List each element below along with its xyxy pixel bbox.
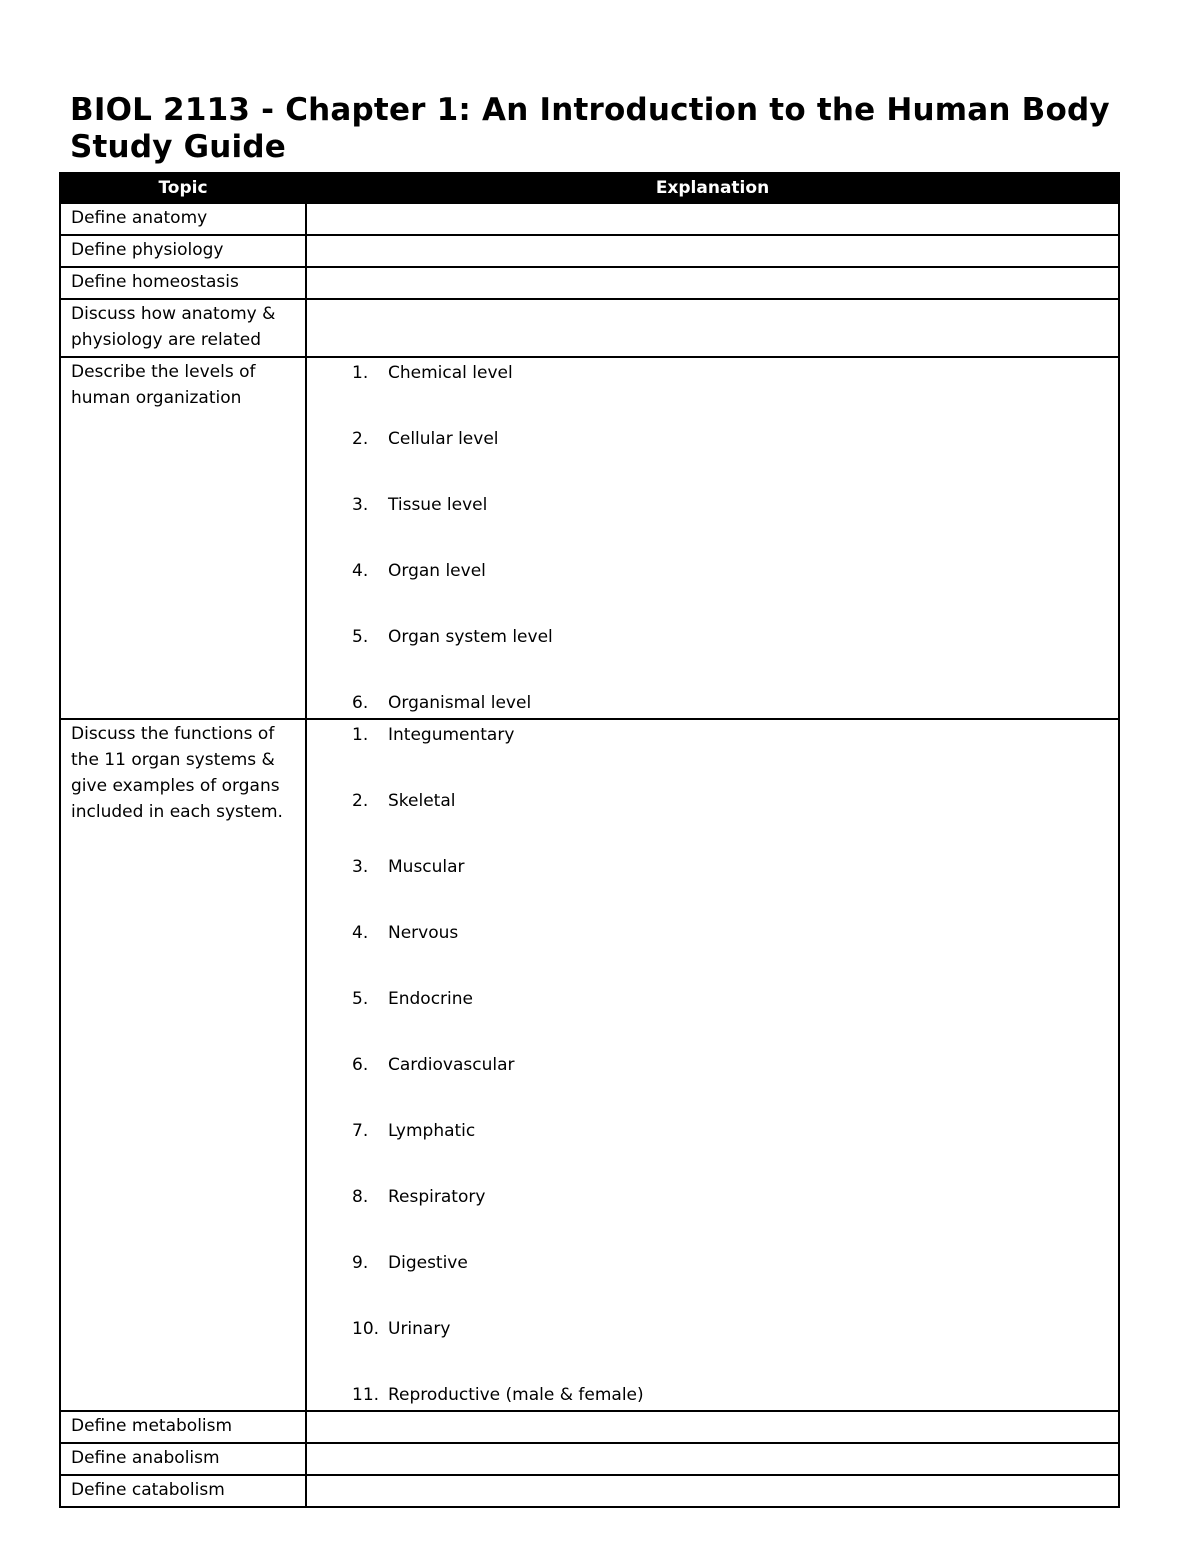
table-row [60,357,1119,719]
list-item [317,1383,1118,1407]
list-label: Urinary [388,1319,451,1339]
list-number: 5. [352,627,369,647]
explanation-cell[interactable] [306,719,1119,1411]
list-item [317,723,1118,789]
study-guide-table [59,172,1120,1508]
table-header-row [60,173,1119,203]
list-label: Nervous [388,923,459,943]
topic-cell: Define catabolism [60,1475,306,1507]
explanation-cell[interactable] [306,203,1119,235]
list-label: Organ level [388,561,486,581]
list-label: Muscular [388,857,465,877]
organization-levels-list [317,361,1118,715]
list-item [317,691,1118,715]
topic-cell: Define homeostasis [60,267,306,299]
title-line-2: Study Guide [70,129,286,165]
list-number: 6. [352,1055,369,1075]
list-label: Endocrine [388,989,473,1009]
topic-cell: Discuss how anatomy & physiology are related [60,299,306,357]
list-item [317,921,1118,987]
list-number: 7. [352,1121,369,1141]
explanation-cell[interactable] [306,1411,1119,1443]
list-number: 10. [352,1319,380,1339]
list-item [317,427,1118,493]
list-item [317,361,1118,427]
list-number: 8. [352,1187,369,1207]
list-number: 4. [352,923,369,943]
list-number: 5. [352,989,369,1009]
list-number: 2. [352,791,369,811]
table-row [60,267,1119,299]
list-label: Skeletal [388,791,456,811]
list-item [317,1053,1118,1119]
explanation-cell[interactable] [306,1443,1119,1475]
list-number: 2. [352,429,369,449]
explanation-cell[interactable] [306,1475,1119,1507]
list-number: 1. [352,725,369,745]
page-title [70,92,1110,166]
list-item [317,625,1118,691]
list-label: Organismal level [388,693,532,713]
list-number: 1. [352,363,369,383]
table-row [60,1443,1119,1475]
topic-cell: Define metabolism [60,1411,306,1443]
list-label: Tissue level [388,495,488,515]
table-row [60,203,1119,235]
list-item [317,855,1118,921]
list-item [317,559,1118,625]
list-number: 11. [352,1385,380,1405]
topic-cell: Discuss the functions of the 11 organ systems & give examples of organs included in each system. [60,719,306,1411]
topic-cell: Define anabolism [60,1443,306,1475]
list-item [317,789,1118,855]
table-row [60,719,1119,1411]
table-row [60,299,1119,357]
explanation-cell[interactable] [306,299,1119,357]
list-label: Digestive [388,1253,468,1273]
explanation-cell[interactable] [306,235,1119,267]
list-item [317,987,1118,1053]
list-number: 3. [352,857,369,877]
list-label: Respiratory [388,1187,486,1207]
list-item [317,1185,1118,1251]
topic-cell: Define anatomy [60,203,306,235]
topic-cell: Define physiology [60,235,306,267]
list-label: Lymphatic [388,1121,476,1141]
explanation-cell[interactable] [306,357,1119,719]
organ-systems-list [317,723,1118,1407]
table-row [60,235,1119,267]
list-label: Organ system level [388,627,553,647]
list-label: Reproductive (male & female) [388,1385,644,1405]
list-number: 3. [352,495,369,515]
list-label: Cellular level [388,429,499,449]
topic-cell: Describe the levels of human organization [60,357,306,719]
table-row [60,1475,1119,1507]
table-row [60,1411,1119,1443]
list-number: 9. [352,1253,369,1273]
list-number: 6. [352,693,369,713]
list-label: Chemical level [388,363,513,383]
list-item [317,1251,1118,1317]
title-line-1: BIOL 2113 - Chapter 1: An Introduction to the Human Body [70,92,1110,128]
explanation-cell[interactable] [306,267,1119,299]
list-item [317,1119,1118,1185]
list-label: Cardiovascular [388,1055,515,1075]
list-item [317,1317,1118,1383]
list-number: 4. [352,561,369,581]
list-label: Integumentary [388,725,515,745]
topic-column-header: Topic [60,173,306,203]
explanation-column-header: Explanation [306,173,1119,203]
list-item [317,493,1118,559]
